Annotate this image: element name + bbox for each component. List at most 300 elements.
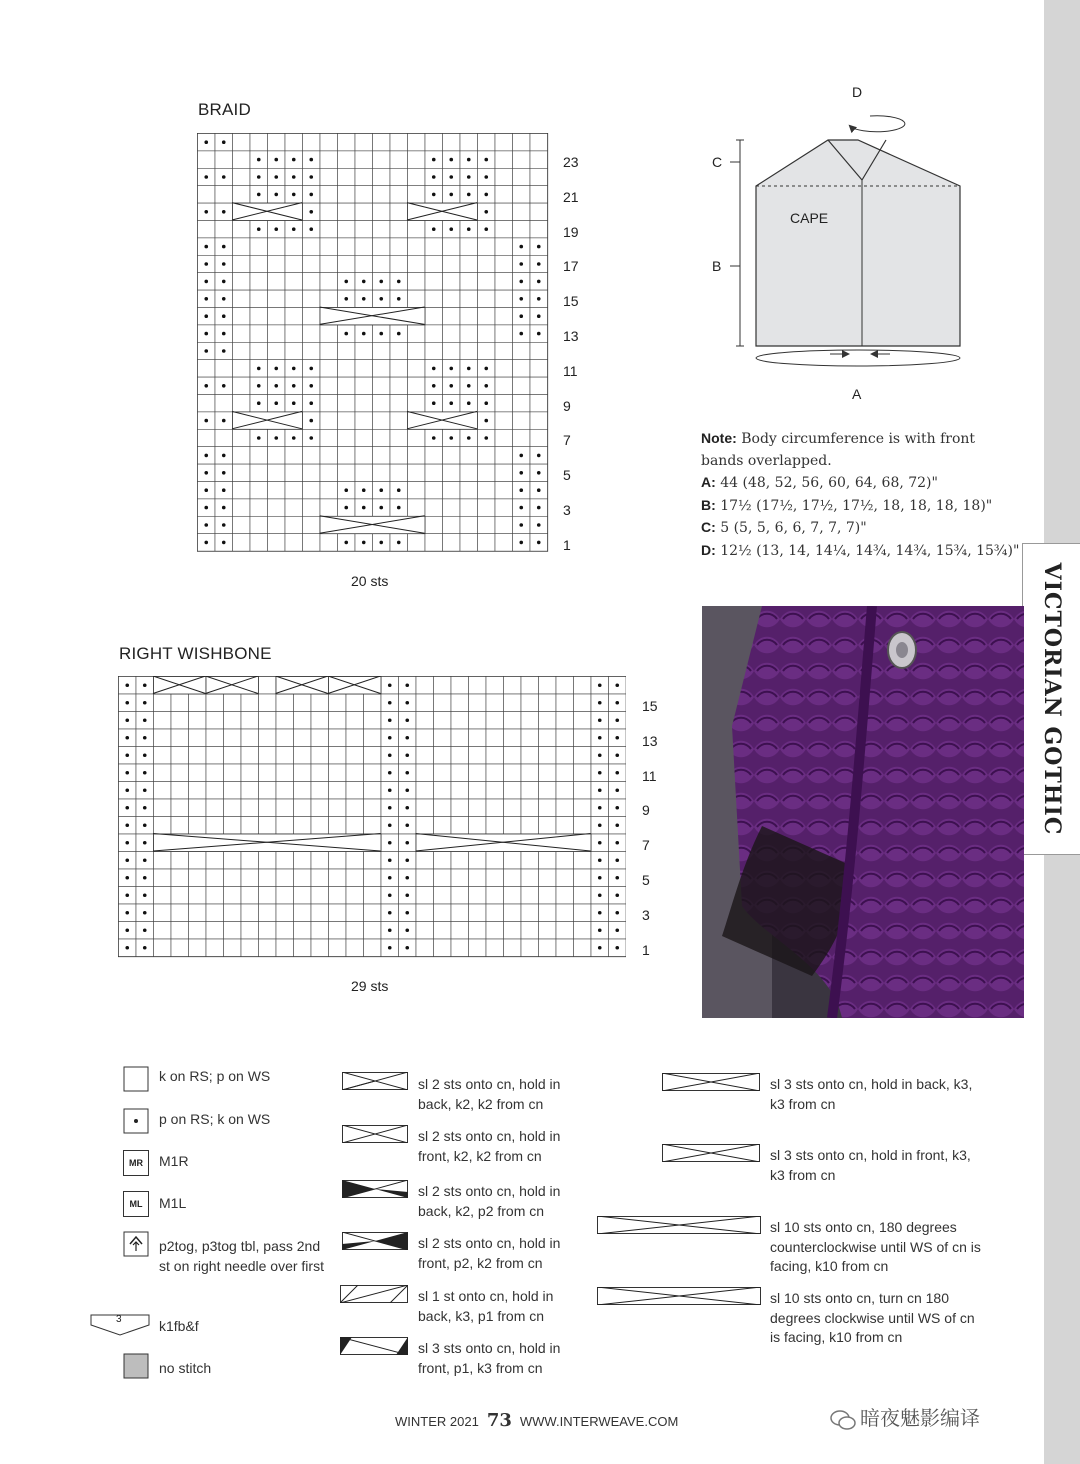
braid-cell	[460, 290, 478, 307]
braid-cell	[495, 395, 513, 412]
braid-purl-dot	[309, 436, 313, 440]
braid-cell	[425, 255, 443, 272]
braid-cell	[338, 342, 356, 359]
wishbone-cell	[469, 869, 487, 887]
wishbone-cell	[469, 852, 487, 870]
braid-cell	[303, 499, 321, 516]
braid-cell	[338, 377, 356, 394]
braid-cell	[320, 342, 338, 359]
braid-cell	[338, 464, 356, 481]
braid-cell	[478, 534, 496, 551]
braid-cell	[373, 412, 391, 429]
braid-cell	[233, 516, 251, 533]
wishbone-cell	[556, 782, 574, 800]
wishbone-cell	[451, 799, 469, 817]
wishbone-cell	[171, 817, 189, 835]
wishbone-cell	[469, 817, 487, 835]
braid-cell	[250, 464, 268, 481]
wishbone-purl-dot	[405, 788, 409, 792]
row-number: 11	[563, 362, 578, 379]
wishbone-cell	[154, 729, 172, 747]
wishbone-purl-dot	[143, 806, 147, 810]
wishbone-cell	[451, 922, 469, 940]
wishbone-cell	[311, 852, 329, 870]
wishbone-purl-dot	[615, 788, 619, 792]
wishbone-cell	[241, 782, 259, 800]
wishbone-cell	[154, 694, 172, 712]
wishbone-purl-dot	[388, 876, 392, 880]
wishbone-cell	[574, 887, 592, 905]
cable-3-1-lpc-icon	[340, 1337, 408, 1360]
braid-cell	[198, 360, 216, 377]
braid-cell	[355, 255, 373, 272]
wishbone-purl-dot	[615, 876, 619, 880]
braid-cell	[285, 308, 303, 325]
braid-cell	[338, 360, 356, 377]
braid-cell	[513, 395, 531, 412]
m1r-key: M1R	[159, 1153, 189, 1169]
wishbone-purl-dot	[125, 841, 129, 845]
braid-cell	[460, 447, 478, 464]
braid-purl-dot	[274, 401, 278, 405]
braid-cell	[425, 273, 443, 290]
wishbone-cell	[311, 694, 329, 712]
braid-cell	[478, 255, 496, 272]
wishbone-cell	[276, 694, 294, 712]
braid-purl-dot	[519, 297, 523, 301]
braid-cell	[425, 134, 443, 151]
wishbone-purl-dot	[615, 736, 619, 740]
braid-cell	[233, 238, 251, 255]
wishbone-cell	[539, 782, 557, 800]
braid-cell	[408, 360, 426, 377]
no-stitch-symbol	[123, 1353, 149, 1384]
wishbone-cell	[206, 852, 224, 870]
wishbone-cell	[189, 729, 207, 747]
braid-purl-dot	[519, 262, 523, 266]
wishbone-cell	[154, 939, 172, 957]
braid-cell	[285, 447, 303, 464]
braid-cell	[495, 342, 513, 359]
wishbone-cell	[539, 922, 557, 940]
braid-cell	[460, 255, 478, 272]
wishbone-cell	[346, 887, 364, 905]
wishbone-purl-dot	[143, 928, 147, 932]
braid-cell	[303, 273, 321, 290]
wishbone-cell	[556, 887, 574, 905]
wishbone-cell	[504, 799, 522, 817]
watermark-text: 暗夜魅影编译	[860, 1408, 980, 1430]
braid-purl-dot	[222, 419, 226, 423]
braid-cell	[373, 395, 391, 412]
braid-cell	[233, 221, 251, 238]
wishbone-purl-dot	[598, 788, 602, 792]
wishbone-cell	[259, 764, 277, 782]
braid-purl-dot	[222, 262, 226, 266]
k1fbf-key: k1fb&f	[159, 1318, 199, 1334]
wishbone-cell	[416, 939, 434, 957]
braid-cell	[478, 290, 496, 307]
wishbone-purl-dot	[615, 893, 619, 897]
braid-cell	[355, 221, 373, 238]
braid-cell	[233, 308, 251, 325]
wishbone-purl-dot	[143, 893, 147, 897]
measure-c-label: C:	[701, 519, 716, 535]
wishbone-cell	[224, 729, 242, 747]
braid-cell	[320, 203, 338, 220]
wishbone-cell	[469, 764, 487, 782]
braid-cell	[373, 186, 391, 203]
wishbone-cell	[294, 694, 312, 712]
braid-purl-dot	[204, 332, 208, 336]
cable-2-2-lc-icon	[342, 1125, 408, 1148]
braid-cell	[425, 447, 443, 464]
braid-purl-dot	[274, 158, 278, 162]
braid-purl-dot	[449, 158, 453, 162]
wishbone-cell	[539, 747, 557, 765]
wishbone-cell	[259, 712, 277, 730]
wishbone-cell	[504, 869, 522, 887]
wishbone-cell	[469, 782, 487, 800]
braid-cell	[198, 151, 216, 168]
wishbone-cell	[346, 729, 364, 747]
wishbone-purl-dot	[388, 683, 392, 687]
wishbone-cell	[241, 817, 259, 835]
wishbone-purl-dot	[125, 683, 129, 687]
wishbone-cell	[206, 764, 224, 782]
braid-purl-dot	[379, 506, 383, 510]
wishbone-cell	[416, 799, 434, 817]
braid-cell	[478, 238, 496, 255]
braid-cell	[495, 412, 513, 429]
braid-cell	[355, 134, 373, 151]
braid-purl-dot	[204, 245, 208, 249]
wishbone-purl-dot	[143, 683, 147, 687]
wishbone-cell	[469, 887, 487, 905]
website: WWW.INTERWEAVE.COM	[519, 1414, 679, 1429]
braid-cell	[408, 482, 426, 499]
wishbone-cell	[556, 677, 574, 695]
wishbone-cell	[434, 904, 452, 922]
cable-3-3-rc-icon	[662, 1073, 760, 1096]
braid-cell	[250, 534, 268, 551]
wishbone-cell	[486, 694, 504, 712]
braid-cell	[478, 325, 496, 342]
wishbone-purl-dot	[125, 928, 129, 932]
braid-cell	[460, 273, 478, 290]
wishbone-cell	[451, 869, 469, 887]
braid-cell	[338, 255, 356, 272]
braid-purl-dot	[379, 541, 383, 545]
wishbone-purl-dot	[615, 946, 619, 950]
braid-purl-dot	[222, 506, 226, 510]
wishbone-purl-dot	[143, 736, 147, 740]
cable-10-ccw-key: sl 10 sts onto cn, 180 degrees counterclockwise until WS of cn is facing, k10 from cn	[770, 1219, 981, 1274]
braid-cell	[443, 290, 461, 307]
wishbone-cell	[224, 694, 242, 712]
braid-cell	[233, 377, 251, 394]
braid-purl-dot	[432, 367, 436, 371]
braid-cell	[390, 255, 408, 272]
braid-cell	[408, 238, 426, 255]
braid-purl-dot	[432, 436, 436, 440]
wishbone-cell	[276, 887, 294, 905]
row-number: 9	[642, 802, 650, 819]
wishbone-cell	[504, 729, 522, 747]
wishbone-cell	[241, 694, 259, 712]
wishbone-cell	[486, 817, 504, 835]
wishbone-cell	[224, 904, 242, 922]
wishbone-cell	[241, 729, 259, 747]
braid-purl-dot	[449, 436, 453, 440]
cable-10-ccw-icon	[597, 1216, 761, 1239]
wishbone-purl-dot	[125, 771, 129, 775]
braid-purl-dot	[274, 367, 278, 371]
wishbone-cell	[416, 904, 434, 922]
wishbone-purl-dot	[405, 911, 409, 915]
wishbone-purl-dot	[143, 858, 147, 862]
braid-purl-dot	[274, 227, 278, 231]
wishbone-cell	[206, 904, 224, 922]
braid-cell	[373, 203, 391, 220]
wishbone-cell	[364, 764, 382, 782]
wishbone-cell	[451, 887, 469, 905]
braid-cell	[408, 273, 426, 290]
braid-cell	[408, 134, 426, 151]
wishbone-cell	[521, 939, 539, 957]
braid-cell	[338, 203, 356, 220]
braid-cell	[355, 447, 373, 464]
wishbone-cell	[171, 869, 189, 887]
braid-purl-dot	[292, 175, 296, 179]
wishbone-cell	[486, 799, 504, 817]
wishbone-cell	[189, 799, 207, 817]
braid-cell	[373, 464, 391, 481]
row-number: 11	[642, 767, 657, 784]
braid-cell	[495, 482, 513, 499]
cable-10-cw-key: sl 10 sts onto cn, turn cn 180 degrees clockwise until WS of cn is facing, k10 from cn	[770, 1290, 975, 1345]
braid-cell	[425, 464, 443, 481]
wishbone-purl-dot	[125, 858, 129, 862]
wishbone-cell	[486, 677, 504, 695]
wishbone-cell	[276, 852, 294, 870]
braid-purl-dot	[204, 140, 208, 144]
braid-purl-dot	[379, 488, 383, 492]
braid-cell	[320, 186, 338, 203]
braid-cell	[268, 134, 286, 151]
braid-purl-dot	[519, 488, 523, 492]
wishbone-cell	[574, 904, 592, 922]
purl-symbol	[123, 1108, 149, 1139]
wishbone-cell	[574, 677, 592, 695]
braid-cell	[198, 395, 216, 412]
wishbone-cell	[469, 799, 487, 817]
braid-purl-dot	[519, 523, 523, 527]
braid-purl-dot	[484, 158, 488, 162]
braid-purl-dot	[344, 332, 348, 336]
braid-cell	[285, 482, 303, 499]
braid-cell	[233, 360, 251, 377]
braid-cell	[233, 429, 251, 446]
wishbone-cell	[521, 764, 539, 782]
wishbone-cell	[539, 869, 557, 887]
wishbone-cell	[276, 799, 294, 817]
braid-purl-dot	[257, 384, 261, 388]
wishbone-purl-dot	[405, 858, 409, 862]
wishbone-cell	[539, 764, 557, 782]
row-number: 9	[563, 397, 571, 414]
wishbone-cell	[504, 747, 522, 765]
wishbone-cell	[241, 764, 259, 782]
braid-cell	[425, 534, 443, 551]
wishbone-cell	[189, 782, 207, 800]
braid-purl-dot	[537, 297, 541, 301]
braid-cell	[443, 342, 461, 359]
braid-cell	[355, 377, 373, 394]
braid-cell	[215, 151, 233, 168]
wishbone-cell	[434, 799, 452, 817]
wishbone-cell	[521, 904, 539, 922]
wishbone-purl-dot	[388, 736, 392, 740]
wishbone-cell	[364, 729, 382, 747]
braid-cell	[250, 342, 268, 359]
wishbone-cell	[416, 677, 434, 695]
braid-cell	[478, 499, 496, 516]
measure-d: 12½ (13, 14, 14¼, 14¾, 14¾, 15¾, 15¾)"	[715, 542, 1020, 559]
braid-purl-dot	[222, 314, 226, 318]
wishbone-purl-dot	[388, 788, 392, 792]
braid-purl-dot	[449, 175, 453, 179]
braid-purl-dot	[292, 193, 296, 197]
wishbone-cell	[311, 939, 329, 957]
braid-cell	[373, 221, 391, 238]
braid-cell	[460, 325, 478, 342]
wishbone-cell	[189, 869, 207, 887]
wishbone-purl-dot	[598, 701, 602, 705]
braid-cell	[495, 464, 513, 481]
wechat-icon	[830, 1409, 856, 1431]
wishbone-cell	[154, 799, 172, 817]
wishbone-cell	[189, 694, 207, 712]
wishbone-purl-dot	[125, 911, 129, 915]
braid-purl-dot	[432, 384, 436, 388]
cable-3-3-lc-key: sl 3 sts onto cn, hold in front, k3, k3 from cn	[770, 1147, 971, 1183]
braid-cell	[303, 447, 321, 464]
braid-cell	[495, 290, 513, 307]
braid-cell	[530, 429, 548, 446]
wishbone-cell	[469, 712, 487, 730]
wishbone-cell	[504, 922, 522, 940]
wishbone-purl-dot	[598, 683, 602, 687]
wishbone-cell	[364, 817, 382, 835]
wishbone-cell	[521, 747, 539, 765]
braid-cell	[233, 447, 251, 464]
braid-purl-dot	[309, 158, 313, 162]
wishbone-cell	[521, 677, 539, 695]
wishbone-cell	[539, 799, 557, 817]
wishbone-cell	[329, 712, 347, 730]
wishbone-cell	[206, 729, 224, 747]
wishbone-cell	[224, 817, 242, 835]
wishbone-cell	[556, 939, 574, 957]
braid-purl-dot	[432, 193, 436, 197]
braid-cell	[443, 325, 461, 342]
braid-cell	[338, 186, 356, 203]
wishbone-cell	[504, 904, 522, 922]
wishbone-cell	[434, 764, 452, 782]
braid-cell	[495, 308, 513, 325]
wishbone-cell	[556, 904, 574, 922]
braid-cell	[478, 273, 496, 290]
wishbone-cell	[259, 799, 277, 817]
cable-3-3-lc-icon	[662, 1144, 760, 1167]
braid-purl-dot	[379, 332, 383, 336]
wishbone-cell	[224, 852, 242, 870]
braid-purl-dot	[344, 297, 348, 301]
wishbone-cell	[189, 922, 207, 940]
braid-cell	[233, 255, 251, 272]
braid-purl-dot	[204, 541, 208, 545]
braid-purl-dot	[537, 454, 541, 458]
braid-purl-dot	[449, 367, 453, 371]
braid-cell	[443, 273, 461, 290]
no-stitch-key: no stitch	[159, 1360, 212, 1376]
braid-cell	[198, 429, 216, 446]
braid-cell	[460, 238, 478, 255]
wishbone-cell	[364, 694, 382, 712]
braid-cell	[250, 273, 268, 290]
wishbone-cell	[364, 782, 382, 800]
braid-cell	[303, 482, 321, 499]
wishbone-cell	[171, 852, 189, 870]
wishbone-purl-dot	[405, 736, 409, 740]
braid-cell	[268, 325, 286, 342]
wishbone-cell	[574, 747, 592, 765]
braid-purl-dot	[362, 506, 366, 510]
wishbone-purl-dot	[125, 806, 129, 810]
braid-cell	[355, 342, 373, 359]
wishbone-cell	[364, 747, 382, 765]
braid-cell	[495, 151, 513, 168]
braid-purl-dot	[274, 175, 278, 179]
braid-purl-dot	[467, 158, 471, 162]
wishbone-cell	[574, 799, 592, 817]
wishbone-cell	[311, 747, 329, 765]
braid-cell	[250, 447, 268, 464]
wishbone-cell	[311, 904, 329, 922]
cape-photo	[702, 606, 1024, 1018]
wishbone-cell	[294, 747, 312, 765]
wishbone-cell	[311, 887, 329, 905]
braid-cell	[338, 429, 356, 446]
braid-purl-dot	[397, 541, 401, 545]
wishbone-cell	[486, 887, 504, 905]
braid-cell	[268, 308, 286, 325]
braid-purl-dot	[204, 175, 208, 179]
braid-purl-dot	[467, 193, 471, 197]
braid-purl-dot	[257, 175, 261, 179]
braid-purl-dot	[432, 227, 436, 231]
wishbone-purl-dot	[125, 718, 129, 722]
wishbone-cell	[154, 869, 172, 887]
wishbone-cell	[294, 799, 312, 817]
braid-cell	[233, 482, 251, 499]
wishbone-cell	[189, 887, 207, 905]
wishbone-purl-dot	[615, 683, 619, 687]
label-a: A	[852, 386, 862, 402]
wishbone-cell	[469, 677, 487, 695]
wishbone-cell	[276, 729, 294, 747]
